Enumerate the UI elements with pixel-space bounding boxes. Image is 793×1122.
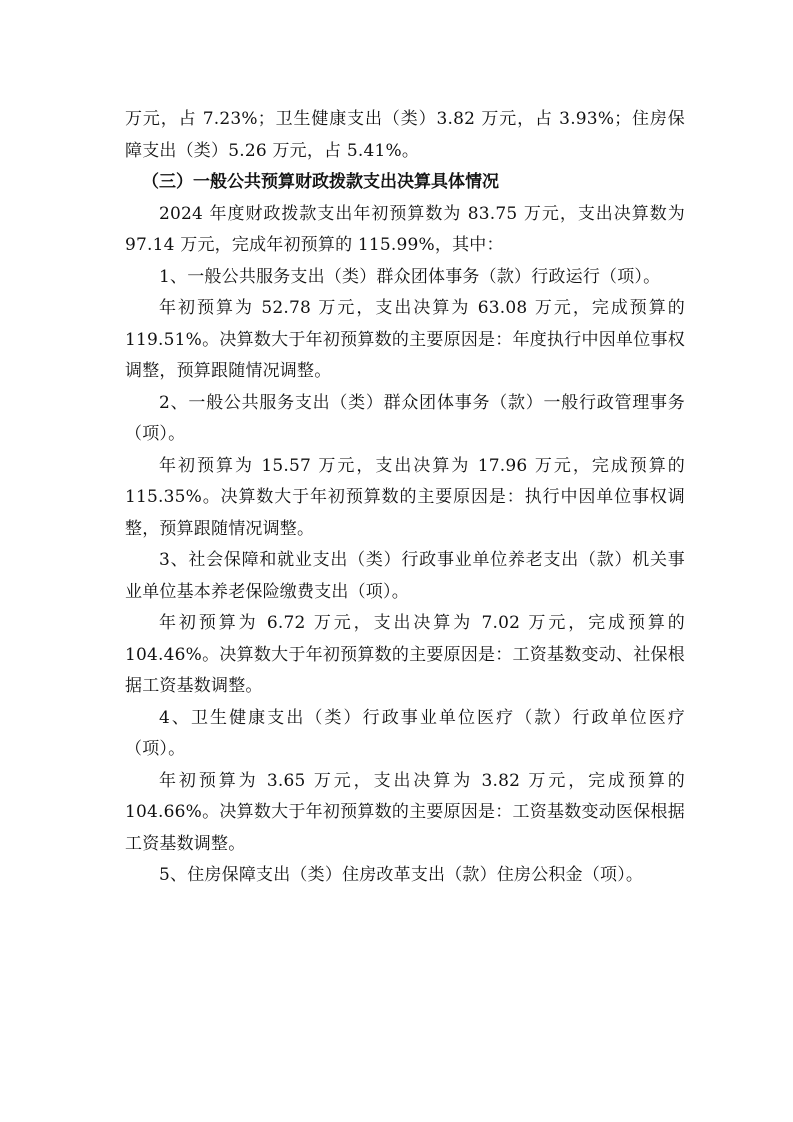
document-body	[125, 104, 685, 892]
paragraph-summary: 2024 年度财政拨款支出年初预算数为 83.75 万元，支出决算数为 97.14 万元，完成年初预算的 115.99%，其中：	[125, 203, 685, 255]
item-detail-1: 年初预算为 52.78 万元，支出决算为 63.08 万元，完成预算的 119.51%。决算数大于年初预算数的主要原因是：年度执行中因单位事权调整，预算跟随情况调整。	[125, 298, 685, 381]
item-detail-2: 年初预算为 15.57 万元，支出决算为 17.96 万元，完成预算的 115.35%。决算数大于年初预算数的主要原因是：执行中因单位事权调整，预算跟随情况调整。	[125, 455, 685, 539]
paragraph-continuation: 万元，占 7.23%；卫生健康支出（类）3.82 万元，占 3.93%；住房保障支出（类）5.26 万元，占 5.41%。	[125, 109, 685, 161]
item-detail-3: 年初预算为 6.72 万元，支出决算为 7.02 万元，完成预算的 104.46%。决算数大于年初预算数的主要原因是：工资基数变动、社保根据工资基数调整。	[125, 613, 685, 696]
item-title-5: 5、住房保障支出（类）住房改革支出（款）住房公积金（项）。	[159, 865, 644, 885]
item-title-3: 3、社会保障和就业支出（类）行政事业单位养老支出（款）机关事业单位基本养老保险缴费支出（项）。	[125, 550, 685, 602]
section-heading: （三）一般公共预算财政拨款支出决算具体情况	[142, 172, 499, 192]
item-title-2: 2、一般公共服务支出（类）群众团体事务（款）一般行政管理事务（项）。	[125, 392, 685, 444]
item-title-1: 1、一般公共服务支出（类）群众团体事务（款）行政运行（项）。	[159, 266, 661, 287]
item-detail-4: 年初预算为 3.65 万元，支出决算为 3.82 万元，完成预算的 104.66%。决算数大于年初预算数的主要原因是：工资基数变动医保根据工资基数调整。	[125, 770, 685, 854]
item-title-4: 4、卫生健康支出（类）行政事业单位医疗（款）行政单位医疗（项）。	[125, 707, 685, 759]
